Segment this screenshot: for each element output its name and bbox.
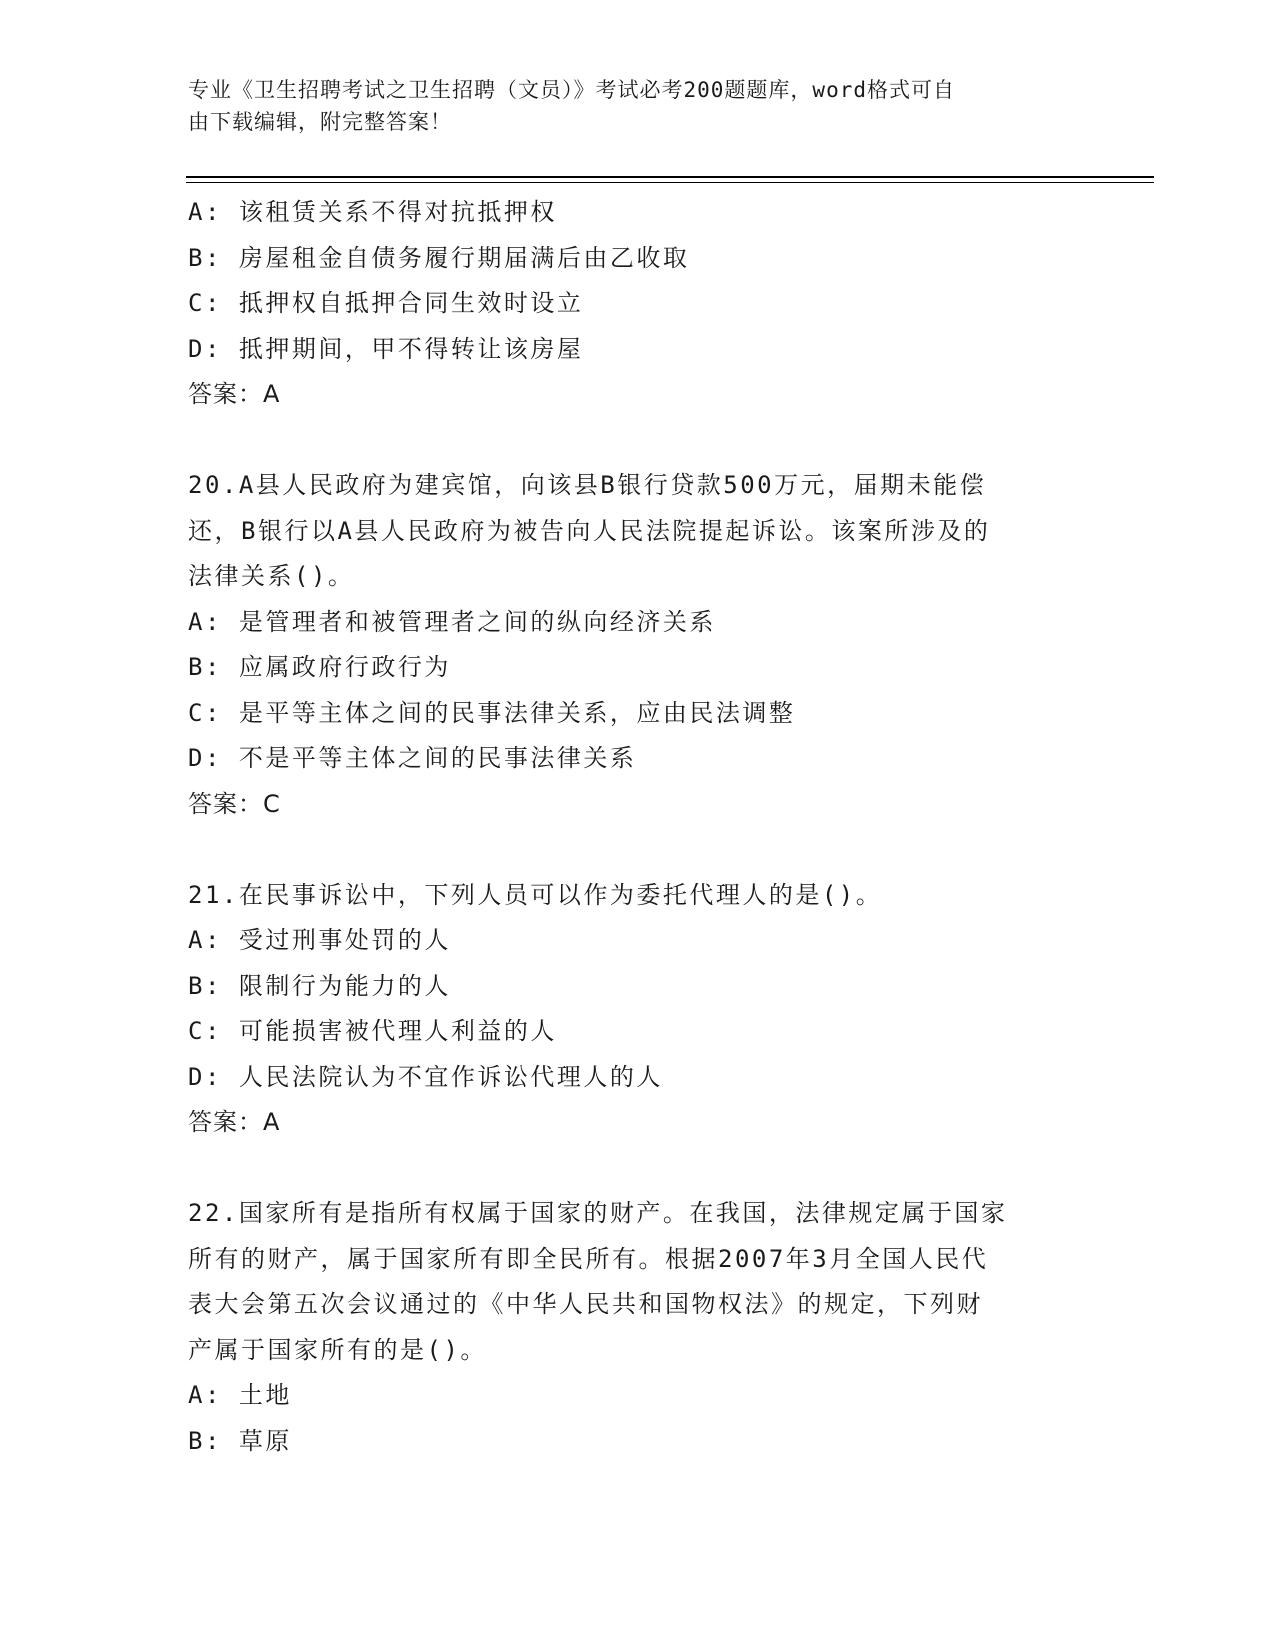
q21-answer: 答案：A	[188, 1108, 281, 1136]
q22-option-a: A: 土地	[188, 1381, 292, 1409]
question-19	[188, 190, 1088, 418]
q21-option-a: A: 受过刑事处罚的人	[188, 926, 451, 954]
q22-stem-line-1: 22.国家所有是指所有权属于国家的财产。在我国，法律规定属于国家	[188, 1199, 1008, 1227]
q20-answer: 答案：C	[188, 789, 281, 818]
question-22	[188, 1191, 1088, 1464]
q20-option-c: C: 是平等主体之间的民事法律关系，应由民法调整	[188, 698, 796, 727]
q21-option-b: B: 限制行为能力的人	[188, 971, 451, 1000]
q22-option-b: B: 草原	[188, 1426, 292, 1455]
q20-stem-line-3: 法律关系()。	[188, 562, 355, 590]
header-divider-thick	[186, 176, 1154, 178]
q20-stem-line-2: 还，B银行以A县人民政府为被告向人民法院提起诉讼。该案所涉及的	[188, 516, 991, 545]
q20-option-b: B: 应属政府行政行为	[188, 653, 451, 681]
q21-option-d: D: 人民法院认为不宜作诉讼代理人的人	[188, 1062, 663, 1091]
spacer	[188, 1146, 1088, 1192]
header-line-1: 专业《卫生招聘考试之卫生招聘（文员）》考试必考200题题库，word格式可自	[188, 78, 955, 102]
question-content	[188, 190, 1088, 1464]
q21-option-c: C: 可能损害被代理人利益的人	[188, 1017, 557, 1045]
header-line-2: 由下载编辑，附完整答案！	[188, 110, 452, 134]
q19-option-b: B: 房屋租金自债务履行期届满后由乙收取	[188, 243, 690, 272]
q19-answer: 答案：A	[188, 380, 281, 408]
document-header	[188, 74, 1088, 138]
q20-stem-line-1: 20.A县人民政府为建宾馆，向该县B银行贷款500万元，届期未能偿	[188, 471, 987, 499]
q22-stem-line-4: 产属于国家所有的是()。	[188, 1335, 487, 1364]
question-21	[188, 873, 1088, 1146]
q19-option-a: A: 该租赁关系不得对抗抵押权	[188, 198, 557, 226]
q21-stem-line-1: 21.在民事诉讼中，下列人员可以作为委托代理人的是()。	[188, 880, 883, 909]
q20-option-d: D: 不是平等主体之间的民事法律关系	[188, 744, 637, 772]
question-20	[188, 463, 1088, 827]
q20-option-a: A: 是管理者和被管理者之间的纵向经济关系	[188, 607, 716, 636]
q19-option-d: D: 抵押期间，甲不得转让该房屋	[188, 334, 584, 363]
q22-stem-line-3: 表大会第五次会议通过的《中华人民共和国物权法》的规定，下列财	[188, 1290, 983, 1318]
q22-stem-line-2: 所有的财产，属于国家所有即全民所有。根据2007年3月全国人民代	[188, 1244, 989, 1273]
q19-option-c: C: 抵押权自抵押合同生效时设立	[188, 289, 584, 317]
spacer	[188, 827, 1088, 873]
header-divider-thin	[186, 182, 1154, 183]
spacer	[188, 418, 1088, 464]
